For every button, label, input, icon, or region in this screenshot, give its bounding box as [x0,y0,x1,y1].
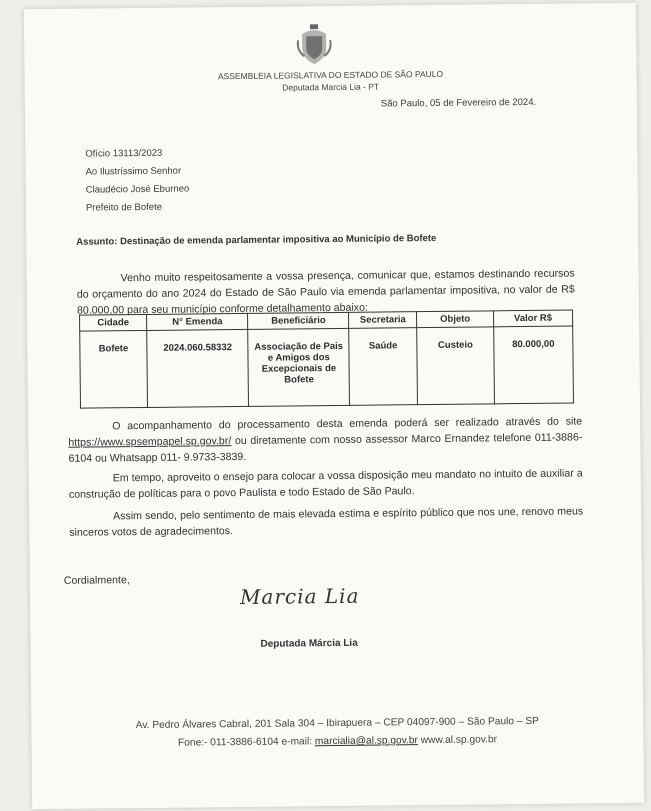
followup-contact: ou diretamente com nosso assessor Marco Ernandez telefone 011-3886-6104 ou Whatsapp 011- 9.9733-3839. [68,431,583,465]
office-name: Deputada Marcia Lia - PT [282,81,380,93]
coat-of-arms-icon [296,24,332,66]
portal-link[interactable]: https://www.spsempapel.sp.gov.br/ [68,435,232,449]
followup-text: O acompanhamento do processamento desta emenda poderá ser realizado através do site [112,415,583,433]
cell-beneficiary: Associação de Pais e Amigos dos Excepcionais de Bofete [248,328,350,406]
cell-amendment: 2024.060.58332 [147,329,249,407]
amendment-table [79,309,574,408]
signer-name: Deputada Márcia Lia [260,637,358,650]
col-header-beneficiary: Beneficiário [248,312,349,329]
salutation: Ao Ilustríssimo Senhor [85,165,182,178]
paragraph-offer: Em tempo, aproveito o ensejo para colocar a vossa disposição meu mandato no intuito de auxiliar a construção de políticas para o povo Paulista e todo Estado de São Paulo. [68,467,583,501]
letter-page [24,3,644,809]
cell-secretariat: Saúde [349,328,418,406]
table-row [80,326,574,408]
col-header-city: Cidade [80,314,147,331]
cell-city: Bofete [80,330,148,408]
org-name: ASSEMBLEIA LEGISLATIVA DO ESTADO DE SÃO PAULO [217,68,444,82]
footer-address: Av. Pedro Álvares Cabral, 201 Sala 304 – Ibirapuera – CEP 04097-900 – São Paulo – SP [135,715,539,732]
ref-number: Ofício 13113/2023 [85,147,163,160]
signature: Marcia Lia [239,583,360,609]
footer-site: www.al.sp.gov.br [420,734,498,747]
recipient-name: Claudécio José Eburneo [85,183,190,196]
col-header-value: Valor R$ [493,310,572,327]
paragraph-thanks: Assim sendo, pelo sentimento de mais elevada estima e espírito público que nos une, renovo meus sinceros votos de agradecimentos. [69,505,584,539]
recipient-title: Prefeito de Bofete [85,201,163,214]
col-header-secretariat: Secretaria [349,312,417,329]
paragraph-followup [68,413,582,466]
footer-email-link[interactable]: marcialia@al.sp.gov.br [314,735,418,748]
cell-value: 80.000,00 [494,326,574,404]
cell-object: Custeio [417,327,494,405]
footer-contact [31,733,643,750]
subject-line: Assunto: Destinação de emenda parlamentar impositiva ao Município de Bofete [76,232,437,248]
closing: Cordialmente, [63,574,130,587]
footer-email-label: e-mail: [281,736,313,748]
col-header-object: Objeto [417,311,494,328]
intro-paragraph: Venho muito respeitosamente a vossa presença, comunicar que, estamos destinando recursos do orçamento do ano 2024 do Estado de São Paulo via emenda parlamentar impositiva, no valor de R$ 80.000,00 para seu município conforme detalhamento abaixo: [76,267,575,317]
footer-phone: Fone:- 011-3886-6104 [177,736,279,749]
date-line: São Paulo, 05 de Fevereiro de 2024. [380,96,537,110]
col-header-amendment: N° Emenda [147,313,248,330]
